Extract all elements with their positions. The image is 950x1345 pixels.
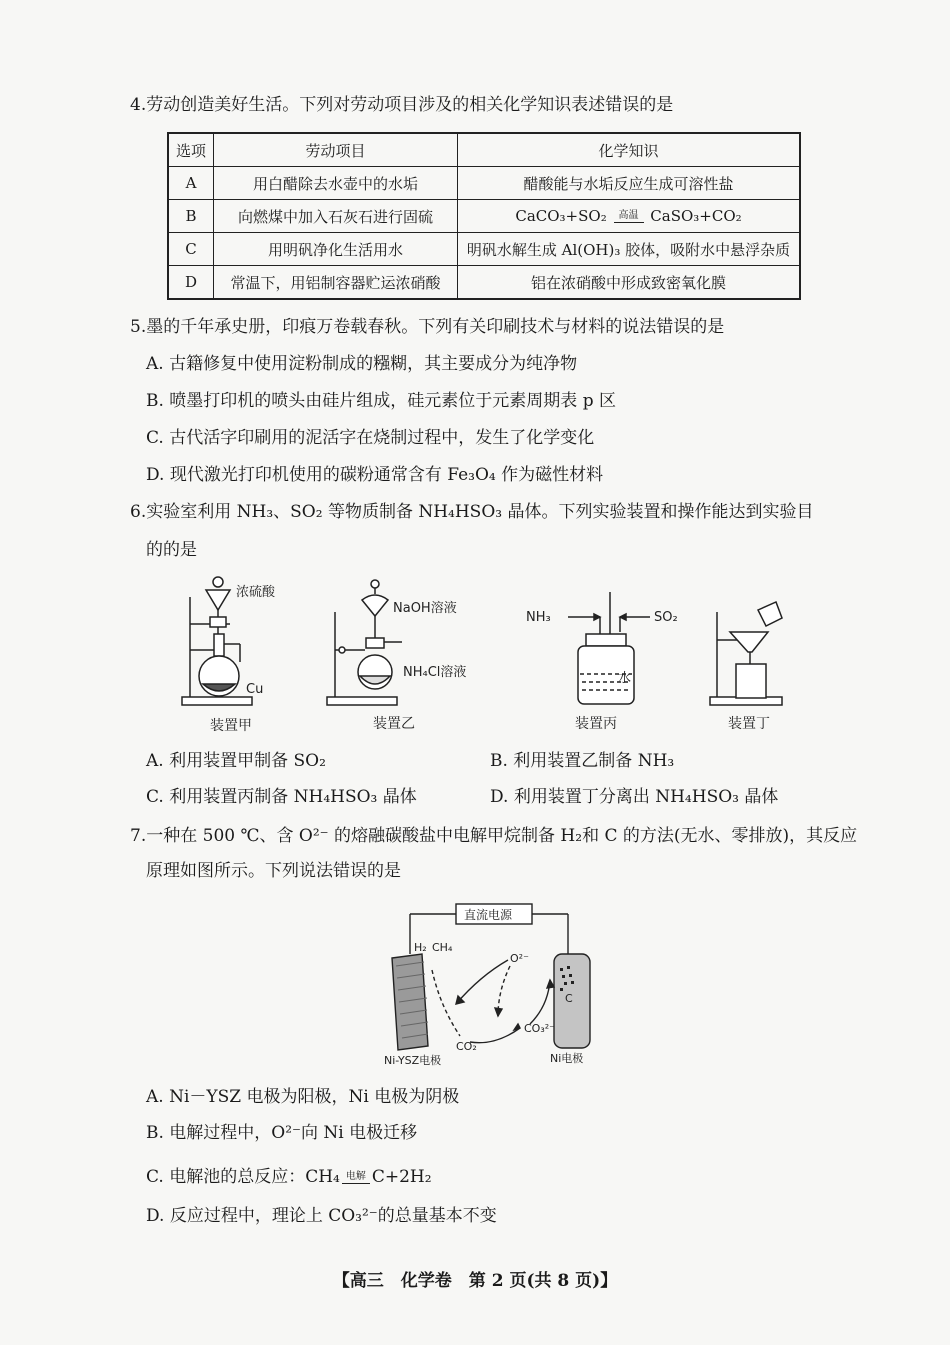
apparatus-ding xyxy=(710,602,782,705)
apparatus-yi xyxy=(327,580,402,705)
label-naoh-solution: NaOH溶液 xyxy=(393,601,457,616)
equation-arrow xyxy=(614,211,644,223)
apparatus-bing xyxy=(568,592,650,704)
header-knowledge: 化学知识 xyxy=(458,133,801,167)
q6-apparatus-figure xyxy=(170,572,820,742)
label-dc-power: 直流电源 xyxy=(464,908,513,922)
q5-option-b: B. 喷墨打印机的喷头由硅片组成，硅元素位于元素周期表 p 区 xyxy=(146,391,616,411)
equation-bar xyxy=(342,1183,370,1184)
label-carbon: C xyxy=(565,992,573,1005)
row-option: A xyxy=(168,167,214,200)
q7-stem-line2: 原理如图所示。下列说法错误的是 xyxy=(146,861,401,881)
q7-stem-line1: 7.一种在 500 ℃、含 O²⁻ 的熔融碳酸盐中电解甲烷制备 H₂和 C 的方法(无水、零排放)，其反应 xyxy=(130,826,858,846)
q6-stem-line2: 的的是 xyxy=(146,540,197,560)
equation-left: CaCO₃+SO₂ xyxy=(515,207,607,225)
label-concentrated-sulfuric-acid: 浓硫酸 xyxy=(236,585,276,600)
row-option: B xyxy=(168,200,214,233)
header-project: 劳动项目 xyxy=(214,133,458,167)
q7-option-d: D. 反应过程中，理论上 CO₃²⁻的总量基本不变 xyxy=(146,1206,497,1226)
q7-option-b: B. 电解过程中，O²⁻向 Ni 电极迁移 xyxy=(146,1123,418,1143)
q4-stem: 4.劳动创造美好生活。下列对劳动项目涉及的相关化学知识表述错误的是 xyxy=(130,95,674,115)
label-o2-ion: O²⁻ xyxy=(510,952,529,965)
equation-right: C+2H₂ xyxy=(371,1167,432,1187)
equation-arrow xyxy=(342,1172,370,1184)
table-row xyxy=(168,200,800,233)
caption-apparatus-yi: 装置乙 xyxy=(373,716,415,732)
table-row xyxy=(168,167,800,200)
header-option: 选项 xyxy=(168,133,214,167)
q5-stem: 5.墨的千年承史册，印痕万卷载春秋。下列有关印刷技术与材料的说法错误的是 xyxy=(130,317,725,337)
q7-option-c xyxy=(146,1166,432,1188)
equation-left: C. 电解池的总反应：CH₄ xyxy=(146,1167,340,1187)
q6-option-a: A. 利用装置甲制备 SO₂ xyxy=(146,751,326,771)
row-project: 向燃煤中加入石灰石进行固硫 xyxy=(214,200,458,233)
ni-ysz-electrode xyxy=(392,954,428,1050)
label-so2: SO₂ xyxy=(654,610,678,625)
label-h2: H₂ xyxy=(414,941,427,954)
table-header-row xyxy=(168,133,800,167)
caption-apparatus-ding: 装置丁 xyxy=(728,716,770,732)
row-project: 用白醋除去水壶中的水垢 xyxy=(214,167,458,200)
label-water: 水 xyxy=(618,671,632,686)
q5-option-c: C. 古代活字印刷用的泥活字在烧制过程中，发生了化学变化 xyxy=(146,428,595,448)
row-knowledge: 明矾水解生成 Al(OH)₃ 胶体，吸附水中悬浮杂质 xyxy=(458,233,801,266)
caption-apparatus-jia: 装置甲 xyxy=(210,718,252,734)
row-option: C xyxy=(168,233,214,266)
row-knowledge: 铝在浓硝酸中形成致密氧化膜 xyxy=(458,266,801,300)
row-knowledge: 醋酸能与水垢反应生成可溶性盐 xyxy=(458,167,801,200)
label-nh4cl-solution: NH₄Cl溶液 xyxy=(403,665,467,680)
equation-condition: 高温 xyxy=(618,210,639,221)
label-co2: CO₂ xyxy=(456,1040,477,1053)
caption-apparatus-bing: 装置丙 xyxy=(575,716,617,732)
label-ni-ysz-electrode: Ni-YSZ电极 xyxy=(384,1054,442,1067)
page-footer: 【高三 化学卷 第 2 页(共 8 页)】 xyxy=(332,1271,618,1291)
q5-option-a: A. 古籍修复中使用淀粉制成的糨糊，其主要成分为纯净物 xyxy=(146,354,578,374)
table-row xyxy=(168,233,800,266)
label-co3-ion: CO₃²⁻ xyxy=(524,1022,555,1035)
q6-stem-line1: 6.实验室利用 NH₃、SO₂ 等物质制备 NH₄HSO₃ 晶体。下列实验装置和操作能达到实验目 xyxy=(130,502,814,522)
table-row xyxy=(168,266,800,300)
q5-option-d: D. 现代激光打印机使用的碳粉通常含有 Fe₃O₄ 作为磁性材料 xyxy=(146,465,604,485)
row-project: 常温下，用铝制容器贮运浓硝酸 xyxy=(214,266,458,300)
row-option: D xyxy=(168,266,214,300)
equation-condition: 电解 xyxy=(345,1170,366,1182)
label-nh3: NH₃ xyxy=(526,610,551,625)
label-ni-electrode: Ni电极 xyxy=(550,1052,584,1065)
q6-option-b: B. 利用装置乙制备 NH₃ xyxy=(490,751,675,771)
q6-option-d: D. 利用装置丁分离出 NH₄HSO₃ 晶体 xyxy=(490,787,779,807)
q4-table xyxy=(167,132,801,300)
equation-right: CaSO₃+CO₂ xyxy=(650,207,742,225)
q6-option-c: C. 利用装置丙制备 NH₄HSO₃ 晶体 xyxy=(146,787,417,807)
label-cu: Cu xyxy=(246,682,264,697)
row-knowledge xyxy=(458,200,801,233)
equation-bar xyxy=(614,222,644,223)
label-ch4: CH₄ xyxy=(432,941,453,954)
row-project: 用明矾净化生活用水 xyxy=(214,233,458,266)
q7-electrolysis-diagram xyxy=(370,896,630,1068)
q7-option-a: A. Ni－YSZ 电极为阳极，Ni 电极为阴极 xyxy=(146,1087,460,1107)
